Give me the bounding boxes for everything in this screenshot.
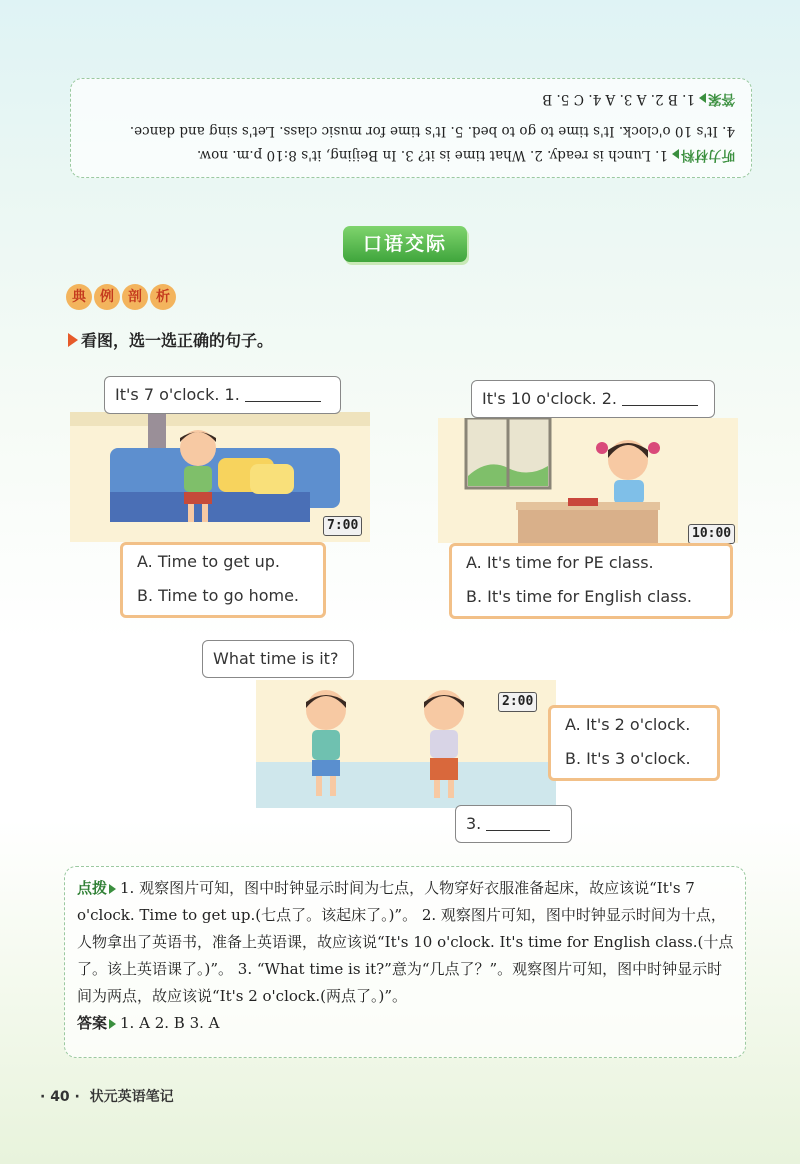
scene3-clock: 2:00 (498, 692, 537, 712)
example-tag-char: 典 (66, 284, 92, 310)
scene1-clock: 7:00 (323, 516, 362, 536)
scene1-option-b: B. Time to go home. (137, 586, 300, 605)
hint-answers: 1. A 2. B 3. A (120, 1014, 220, 1032)
listening-answer-box (70, 78, 752, 178)
blank-line (486, 816, 550, 831)
example-tag (66, 284, 176, 310)
listening-answer-label: 答案 (708, 91, 735, 107)
triangle-icon (109, 1019, 116, 1029)
hint-answer-label: 答案 (77, 1014, 108, 1032)
scene2-clock: 10:00 (688, 524, 735, 544)
scene3-question-bubble: What time is it? (202, 640, 354, 678)
scene3-option-a: A. It's 2 o'clock. (565, 715, 691, 734)
scene2-options (449, 543, 733, 619)
hint-paragraph (77, 875, 735, 1037)
hint-label: 点拨 (77, 879, 108, 897)
instruction (68, 328, 273, 351)
scene1-options (120, 542, 326, 618)
scene3-answer-text: 3. (466, 814, 482, 833)
listening-answer-line (542, 91, 735, 111)
scene3-option-b: B. It's 3 o'clock. (565, 749, 691, 768)
scene1-option-a: A. Time to get up. (137, 552, 280, 571)
page-number: · 40 · (40, 1089, 80, 1105)
scene2-bubble-text: It's 10 o'clock. 2. (482, 389, 617, 408)
arrow-icon (68, 333, 78, 347)
scene2-speech-bubble (471, 380, 715, 418)
scene3-answer-bubble (455, 805, 572, 843)
triangle-icon (109, 884, 116, 894)
listening-line2: 4. It's 10 o'clock. It's time to go to bed. 5. It's time for music class. Let's sing and dance. (129, 123, 735, 139)
scene2-option-b: B. It's time for English class. (466, 587, 692, 606)
listening-answers: 1. B 2. A 3. A 4. C 5. B (542, 91, 695, 107)
scene3-options (548, 705, 720, 781)
example-tag-char: 析 (150, 284, 176, 310)
example-tag-char: 剖 (122, 284, 148, 310)
hint-text: 1. 观察图片可知，图中时钟显示时间为七点，人物穿好衣服准备起床，故应该说“It's 7 o'clock. Time to get up.(七点了。该起床了。)”。 2. 观察图片可知，图中时钟显示时间为十点，人物拿出了英语书，准备上英语课，故应该说“It's 10 o'clock. It's time for English class.(十点了。该上英语课了。)”。 3. “What time is it?”意为“几点了？”。观察图片可知，图中时钟显示时间为两点，故应该说“It's 2 o'clock.(两点了。)”。 (77, 879, 734, 1005)
scene1-bubble-text: It's 7 o'clock. 1. (115, 385, 240, 404)
listening-text1: 1. Lunch is ready. 2. What time is it? 3. In Beijing, it's 8:10 p.m. now. (196, 147, 668, 163)
triangle-icon (672, 150, 679, 160)
section-title-banner: 口语交际 (343, 226, 467, 262)
listening-label: 听力材料 (681, 147, 735, 163)
scene2-option-a: A. It's time for PE class. (466, 553, 654, 572)
listening-line1 (197, 147, 735, 167)
instruction-text: 看图，选一选正确的句子。 (81, 331, 274, 350)
blank-line (245, 387, 321, 402)
page-footer (40, 1086, 174, 1106)
blank-line (622, 391, 698, 406)
book-title: 状元英语笔记 (89, 1089, 174, 1105)
scene1-speech-bubble (104, 376, 341, 414)
hint-box (64, 866, 746, 1058)
example-tag-char: 例 (94, 284, 120, 310)
triangle-icon (699, 94, 706, 104)
